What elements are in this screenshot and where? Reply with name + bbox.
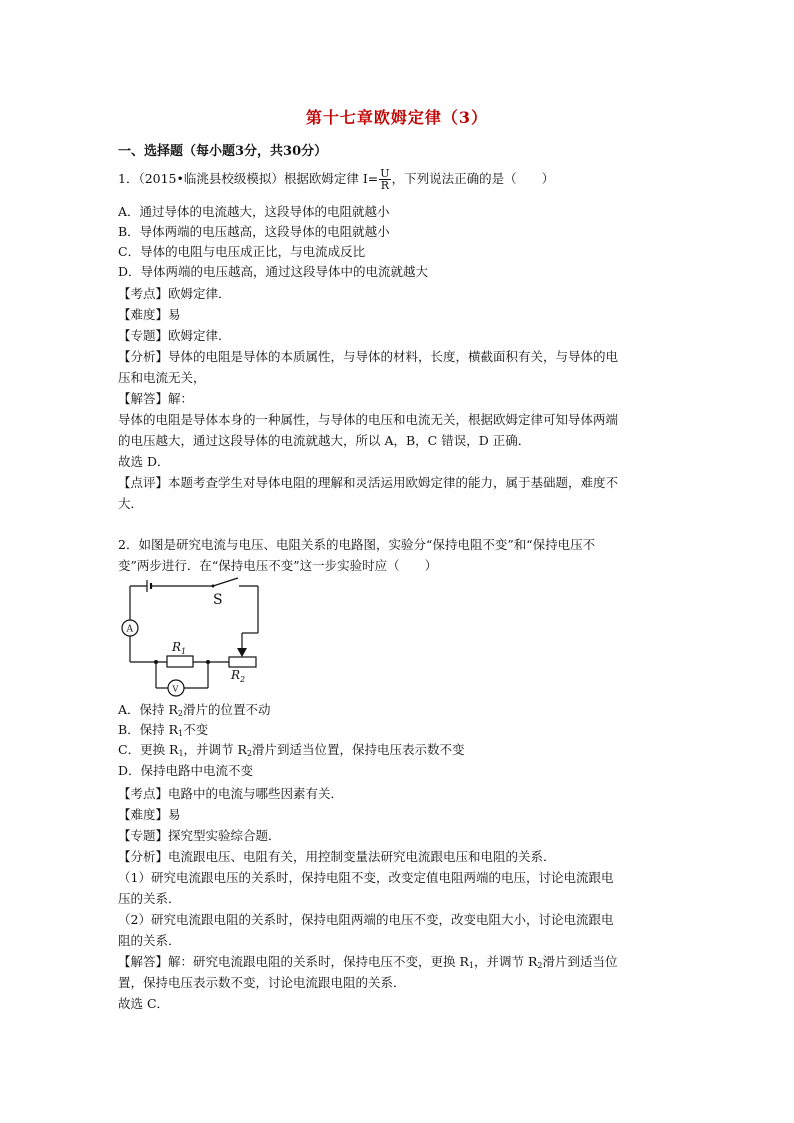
q1-fenxi-1: 【分析】导体的电阻是导体的本质属性，与导体的材料，长度，横截面积有关，与导体的电 [118,349,619,364]
q1-nandu: 【难度】易 [118,307,181,322]
voltmeter-label: V [172,684,179,694]
q2-point1-line1: （1）研究电流跟电压的关系时，保持电阻不变，改变定值电阻两端的电压，讨论电流跟电 [118,870,614,885]
q2-point1-line2: 压的关系． [118,891,181,906]
junction-right [206,660,210,664]
q1-stem-before: 1．（2015•临洮县校级模拟）根据欧姆定律 I= [118,171,379,186]
q1-zhuanti: 【专题】欧姆定律． [118,328,231,343]
q2-jieda-2: 置，保持电压表示数不变，讨论电流跟电阻的关系． [118,975,406,990]
q1-option-c: C．导体的电阻与电压成正比，与电流成反比 [118,244,366,259]
q1-option-a: A．通过导体的电流越大，这段导体的电阻就越小 [118,204,390,219]
q1-stem [118,168,554,191]
section-heading: 一、选择题（每小题3分，共30分） [118,144,328,159]
q1-stem-after: ，下列说法正确的是（ ） [391,171,555,186]
fraction-numerator: U [380,167,390,180]
q1-jieda-label: 【解答】解： [118,391,194,406]
q1-dianping-1: 【点评】本题考查学生对导体电阻的理解和灵活运用欧姆定律的能力，属于基础题，难度不 [118,475,619,490]
switch-blade [213,578,238,586]
page-title: 第十七章欧姆定律（3） [305,108,489,127]
q1-fenxi-2: 压和电流无关， [118,370,206,385]
q2-option-c: C．更换 $R_1$，并调节 $R_2$滑片到适当位置，保持电压表示数不变 [118,742,465,758]
q2-jieda-1: 【解答】解：研究电流跟电阻的关系时，保持电压不变，更换 $R_1$，并调节 $R_2$滑片到适当位 [118,954,618,970]
fraction-denominator: R [380,179,390,192]
circuit-diagram [118,576,268,694]
q2-stem-2: 变”两步进行．在“保持电压不变”这一步实验时应（ ） [118,558,438,573]
q2-point2-line1: （2）研究电流跟电阻的关系时，保持电阻两端的电压不变，改变电阻大小，讨论电流跟电 [118,912,614,927]
switch-label: S [213,592,223,608]
ammeter-label: A [126,624,133,635]
q2-option-d: D．保持电路中电流不变 [118,763,254,778]
q1-answer: 故选 D． [118,454,170,469]
q1-dianping-2: 大． [118,496,144,511]
q2-stem-1: 2．如图是研究电流与电压、电阻关系的电路图，实验分“保持电阻不变”和“保持电压不 [118,537,596,552]
ohm-law-fraction [379,168,390,191]
q1-kaodian: 【考点】欧姆定律． [118,286,231,301]
q2-nandu: 【难度】易 [118,807,181,822]
junction-left [154,660,158,664]
q2-zhuanti: 【专题】探究型实验综合题． [118,828,281,843]
r2-label: $R_2$ [231,668,246,684]
q2-option-a: A．保持 $R_2$滑片的位置不动 [118,702,271,718]
q1-jieda-1: 导体的电阻是导体本身的一种属性，与导体的电压和电流无关，根据欧姆定律可知导体两端 [118,412,619,427]
switch-pivot [212,585,215,588]
q2-answer: 故选 C． [118,996,170,1011]
q2-fenxi: 【分析】电流跟电压、电阻有关，用控制变量法研究电流跟电压和电阻的关系． [118,849,556,864]
resistor-r1 [167,656,193,667]
q1-jieda-2: 的电压越大，通过这段导体的电流就越大，所以 A，B，C 错误，D 正确． [118,433,531,448]
q1-option-d: D．导体两端的电压越高，通过这段导体中的电流就越大 [118,264,429,279]
q1-option-b: B．导体两端的电压越高，这段导体的电阻就越小 [118,224,390,239]
r1-label: $R_1$ [172,640,187,656]
q2-kaodian: 【考点】电路中的电流与哪些因素有关． [118,786,344,801]
q2-point2-line2: 阻的关系． [118,933,181,948]
slider-arrow-head [237,648,247,657]
q2-option-b: B．保持 $R_1$不变 [118,722,209,738]
rheostat-r2 [229,657,256,667]
